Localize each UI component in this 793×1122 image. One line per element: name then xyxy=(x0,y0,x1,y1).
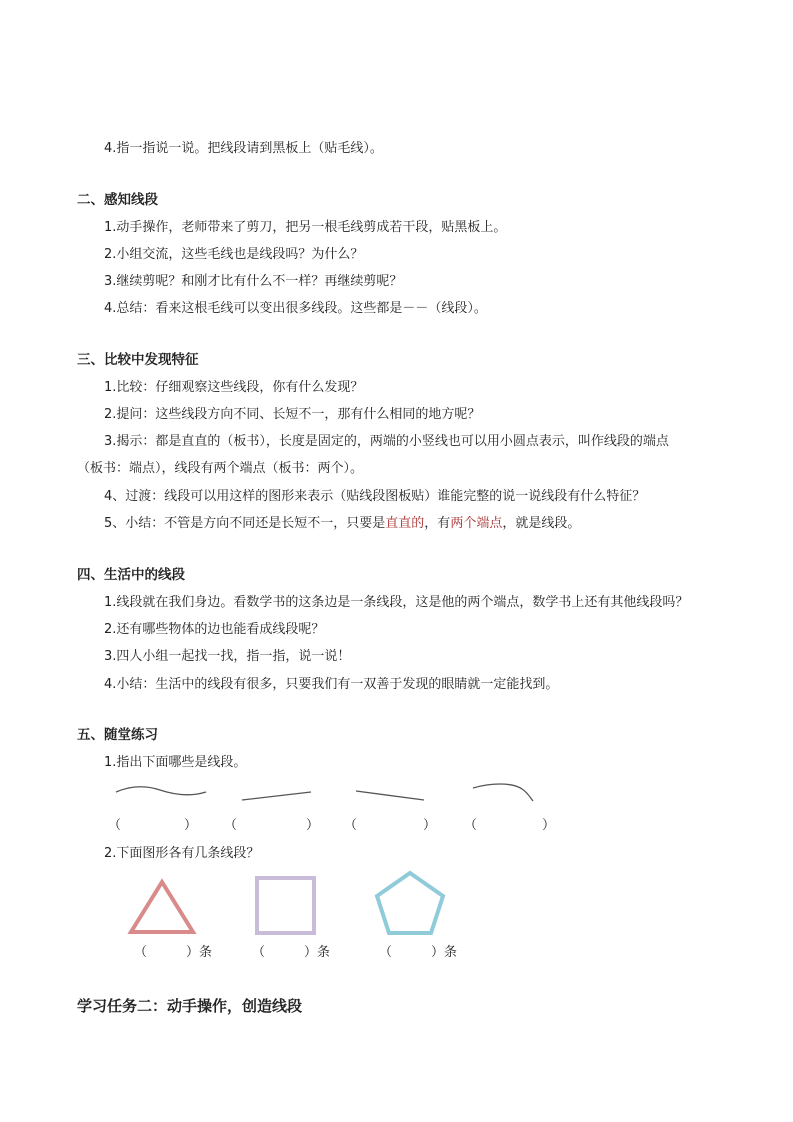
section3-item-2: 2.提问：这些线段方向不同、长短不一，那有什么相同的地方呢？ xyxy=(104,407,481,422)
section4-item-2: 2.还有哪些物体的边也能看成线段呢？ xyxy=(104,622,325,637)
summary-suffix: ，就是线段。 xyxy=(502,516,581,531)
answer-paren-2-open: （ xyxy=(224,818,238,833)
summary-highlight-endpoints: 两个端点 xyxy=(450,516,503,531)
section2-item-3: 3.继续剪呢？和刚才比有什么不一样？再继续剪呢？ xyxy=(104,274,403,289)
summary-highlight-straight: 直直的 xyxy=(385,516,425,531)
answer-paren-3-close: ） xyxy=(423,818,437,833)
answer-paren-2-close: ） xyxy=(306,818,320,833)
task2-heading: 学习任务二：动手操作，创造线段 xyxy=(77,997,303,1015)
section3-item-3-cont: （板书：端点），线段有两个端点（板书：两个）。 xyxy=(77,461,364,476)
answer-paren-3-open: （ xyxy=(344,818,358,833)
section3-item-3: 3.揭示：都是直直的（板书），长度是固定的，两端的小竖线也可以用小圆点表示，叫作线段的端点 xyxy=(104,434,669,449)
section2-item-1: 1.动手操作，老师带来了剪刀，把另一根毛线剪成若干段，贴黑板上。 xyxy=(104,220,507,235)
square-answer: （ ）条 xyxy=(252,945,331,960)
section2-item-4: 4.总结：看来这根毛线可以变出很多线段。这些都是－－（线段）。 xyxy=(104,301,487,316)
section3-heading: 三、比较中发现特征 xyxy=(77,352,199,368)
square-figure xyxy=(257,878,314,933)
section4-heading: 四、生活中的线段 xyxy=(77,567,185,583)
answer-paren-4-open: （ xyxy=(464,818,478,833)
summary-mid: ，有 xyxy=(424,516,451,531)
exercise-1-prompt: 1.指出下面哪些是线段。 xyxy=(104,755,247,770)
answer-paren-1-close: ） xyxy=(184,818,198,833)
triangle-figure xyxy=(131,882,193,932)
intro-item: 4.指一指说一说。把线段请到黑板上（贴毛线）。 xyxy=(104,141,383,156)
section3-item-1: 1.比较：仔细观察这些线段，你有什么发现？ xyxy=(104,380,364,395)
section4-item-4: 4.小结：生活中的线段有很多，只要我们有一双善于发现的眼睛就一定能找到。 xyxy=(104,677,559,692)
section2-heading: 二、感知线段 xyxy=(77,192,158,208)
section5-heading: 五、随堂练习 xyxy=(77,727,158,743)
pentagon-answer: （ ）条 xyxy=(379,945,458,960)
triangle-answer: （ ）条 xyxy=(134,945,213,960)
summary-prefix: 5、小结：不管是方向不同还是长短不一，只要是 xyxy=(104,516,386,531)
answer-paren-4-close: ） xyxy=(542,818,556,833)
section4-item-1: 1.线段就在我们身边。看数学书的这条边是一条线段，这是他的两个端点，数学书上还有其他线段吗？ xyxy=(104,595,689,610)
pentagon-figure xyxy=(377,873,443,933)
exercise-2-prompt: 2.下面图形各有几条线段？ xyxy=(104,846,260,861)
section3-item-4: 4、过渡：线段可以用这样的图形来表示（贴线段图板贴）谁能完整的说一说线段有什么特征？ xyxy=(104,489,646,504)
section2-item-2: 2.小组交流，这些毛线也是线段吗？为什么？ xyxy=(104,247,364,262)
section4-item-3: 3.四人小组一起找一找，指一指，说一说！ xyxy=(104,649,351,664)
answer-paren-1-open: （ xyxy=(108,818,122,833)
